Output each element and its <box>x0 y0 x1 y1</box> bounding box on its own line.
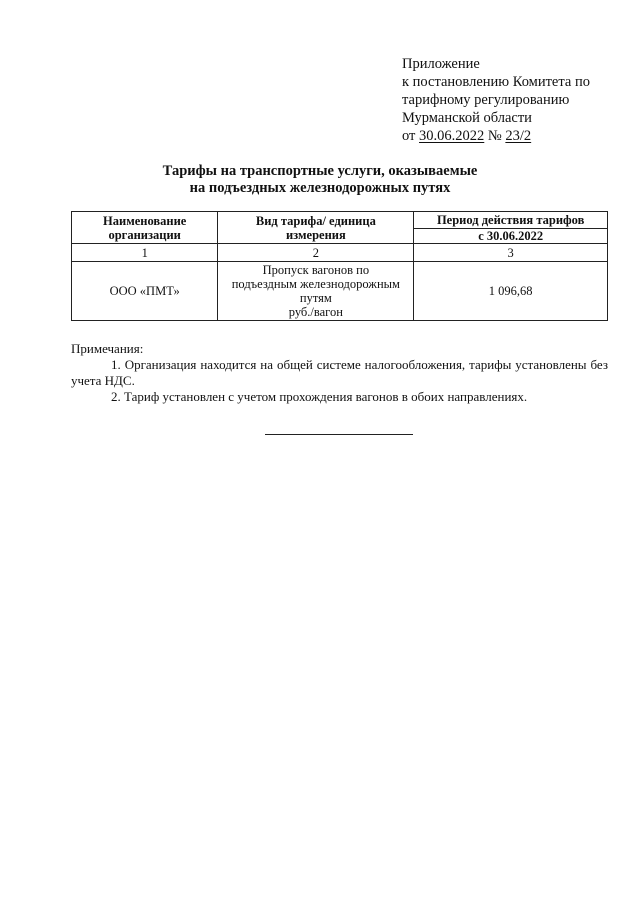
header-period-date: с 30.06.2022 <box>414 229 608 244</box>
appendix-date-prefix: от <box>402 128 420 144</box>
tariff-type-line-1: Пропуск вагонов по <box>262 263 370 277</box>
appendix-block <box>402 55 632 145</box>
appendix-date: 30.06.2022 <box>419 128 485 144</box>
header-organization <box>72 212 218 244</box>
tariff-type-line-3: путям <box>299 291 332 305</box>
document-title <box>40 163 600 197</box>
table-row <box>72 262 608 321</box>
appendix-line-2: к постановлению Комитета по <box>402 74 590 90</box>
tariff-type-cell <box>218 262 414 321</box>
notes-heading: Примечания: <box>71 341 144 356</box>
appendix-line-1: Приложение <box>402 56 480 72</box>
notes-section <box>71 341 608 405</box>
organization-cell: ООО «ПМТ» <box>72 262 218 321</box>
table-number-row <box>72 244 608 262</box>
title-line-2: на подъездных железнодорожных путях <box>189 180 451 196</box>
title-line-1: Тарифы на транспортные услуги, оказываемые <box>162 163 478 179</box>
column-number-1: 1 <box>72 244 218 262</box>
appendix-line-4: Мурманской области <box>402 110 532 126</box>
tariff-value-cell: 1 096,68 <box>414 262 608 321</box>
column-number-3: 3 <box>414 244 608 262</box>
appendix-line-5 <box>402 127 632 145</box>
appendix-line-3: тарифному регулированию <box>402 92 570 108</box>
note-item-2: 2. Тариф установлен с учетом прохождения вагонов в обоих направлениях. <box>111 389 528 404</box>
tariff-table <box>71 211 608 321</box>
appendix-number: 23/2 <box>505 128 532 144</box>
header-tariff-type <box>218 212 414 244</box>
header-organization-line-2: организации <box>108 227 181 242</box>
header-tariff-type-line-1: Вид тарифа/ единица <box>255 213 376 228</box>
header-tariff-type-line-2: измерения <box>285 227 346 242</box>
header-organization-line-1: Наименование <box>103 213 187 228</box>
appendix-number-sign: № <box>484 128 506 144</box>
tariff-type-line-2: подъездным железнодорожным <box>231 277 400 291</box>
column-number-2: 2 <box>218 244 414 262</box>
note-item-1: 1. Организация находится на общей системе налогообложения, тарифы установлены без учета НДС. <box>71 357 608 388</box>
end-separator-line <box>265 434 413 435</box>
header-period: Период действия тарифов <box>414 212 608 229</box>
table-header-row <box>72 212 608 229</box>
tariff-type-unit: руб./вагон <box>288 305 343 319</box>
